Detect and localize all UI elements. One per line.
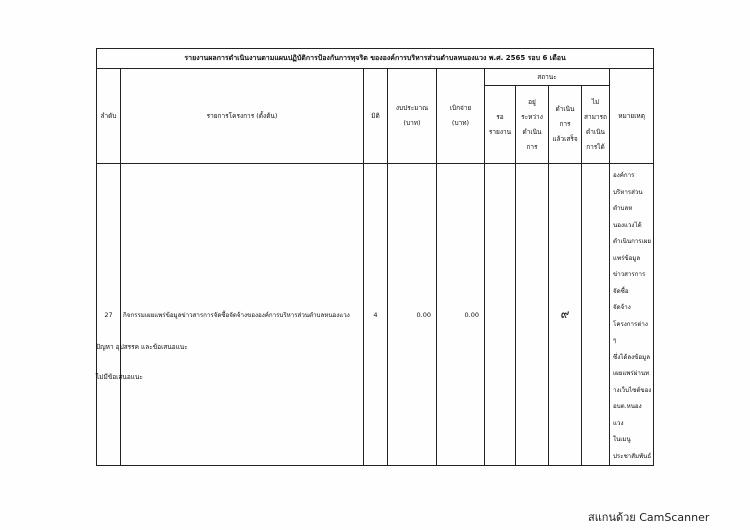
row-dimension: 4 bbox=[364, 164, 388, 466]
row-status-in-progress bbox=[516, 164, 549, 466]
header-remarks: หมายเหตุ bbox=[610, 69, 654, 164]
header-dimension: มิติ bbox=[364, 69, 388, 164]
row-remarks: องค์การบริหารส่วนตำบลห นองแวงได้ดำเนินการเผย แพร่ข้อมูลข่าวสารการจัดซื้อ จัดจ้างโครงการต่าง ๆ ซึ่งได้ลงข้อมูลเผยแพร่ผ่านท างเว็บไซต์ของ อบต.หนองแวง ในเมนูประชาสัมพันธ์ bbox=[610, 164, 654, 466]
row-project: กิจกรรมเผยแพร่ข้อมูลข่าวสารการจัดซื้อจัดจ้างขององค์การบริหารส่วนตำบลหนองแวง bbox=[121, 164, 364, 466]
header-project: รายการโครงการ (ตั้งต้น) bbox=[121, 69, 364, 164]
header-seq: ลำดับ bbox=[97, 69, 121, 164]
header-status-in-progress: อยู่ ระหว่าง ดำเนิน การ bbox=[516, 86, 549, 164]
header-status-done: ดำเนิน การ แล้วเสร็จ bbox=[549, 86, 582, 164]
row-status-cannot bbox=[582, 164, 610, 466]
header-status: สถานะ bbox=[485, 69, 610, 86]
table-row bbox=[97, 164, 654, 466]
row-spent: 0.00 bbox=[437, 164, 485, 466]
header-status-cannot: ไม่ สามารถ ดำเนิน การได้ bbox=[582, 86, 610, 164]
row-status-waiting bbox=[485, 164, 516, 466]
camscanner-watermark: สแกนด้วย CamScanner bbox=[588, 511, 710, 524]
report-title: รายงานผลการดำเนินงานตามแผนปฏิบัติการป้องกันการทุจริต ขององค์การบริหารส่วนตำบลหนองแวง พ.ศ. 2565 รอบ 6 เดือน bbox=[97, 49, 654, 69]
header-spent: เบิกจ่าย (บาท) bbox=[437, 69, 485, 164]
row-budget: 0.00 bbox=[388, 164, 437, 466]
header-budget: งบประมาณ (บาท) bbox=[388, 69, 437, 164]
no-suggestions-text: ไม่มีข้อเสนอแนะ bbox=[96, 373, 143, 381]
row-status-done-mark: ๙ bbox=[549, 164, 582, 466]
report-table bbox=[96, 48, 654, 466]
header-status-waiting: รอ รายงาน bbox=[485, 86, 516, 164]
problems-heading: ปัญหา อุปสรรค และข้อเสนอแนะ bbox=[96, 343, 188, 351]
row-seq: 27 bbox=[97, 164, 121, 466]
